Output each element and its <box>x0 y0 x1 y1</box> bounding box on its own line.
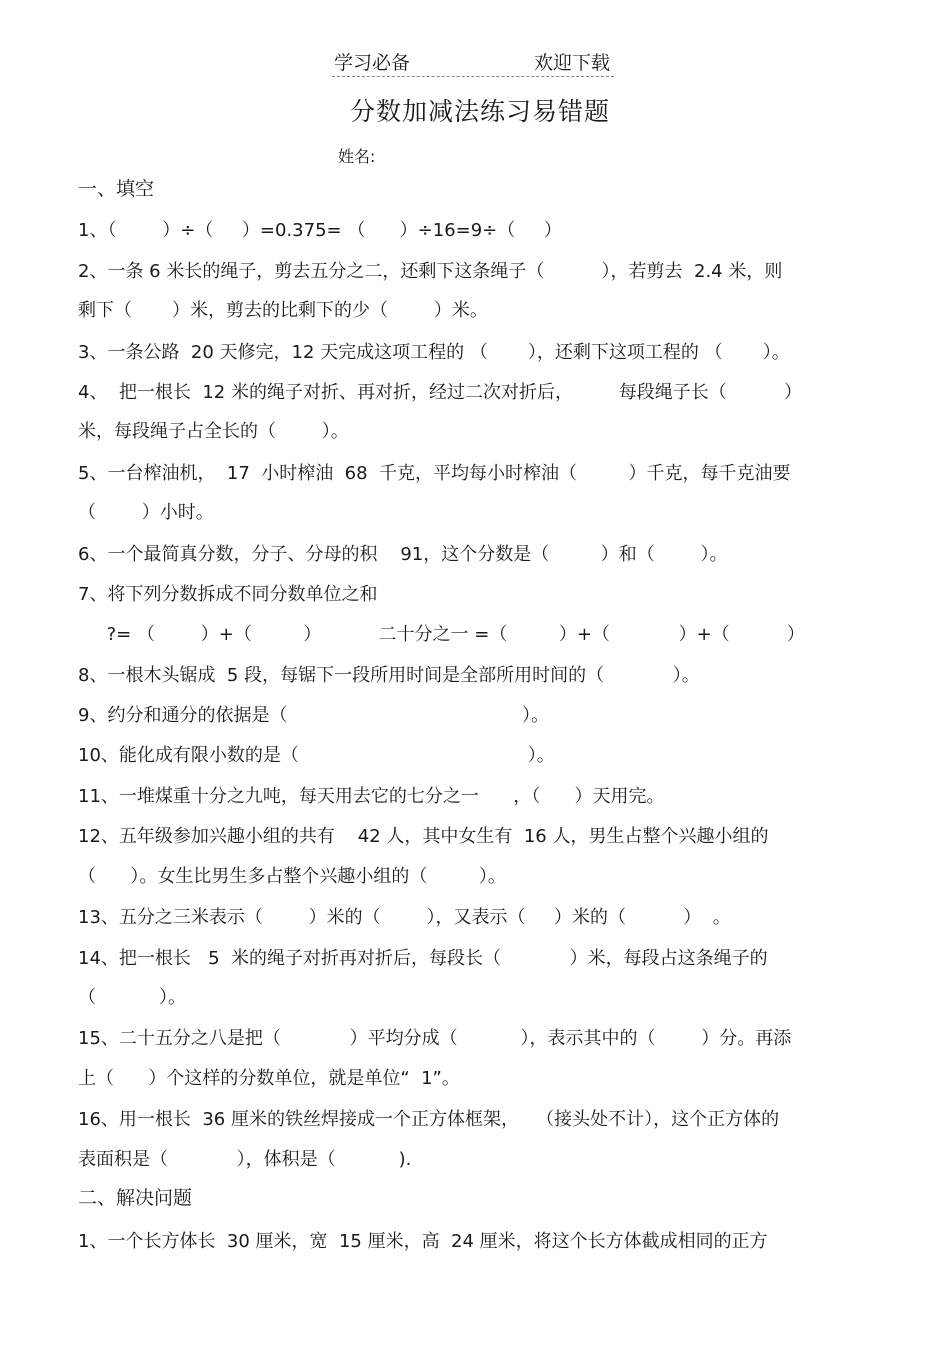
problem-1: 1、一个长方体长 30 厘米，宽 15 厘米，高 24 厘米，将这个长方体截成相同的正方 <box>78 1231 768 1252</box>
question-15-line-1: 15、二十五分之八是把（ ）平均分成（ ），表示其中的（ ）分。再添 <box>78 1028 792 1049</box>
question-3: 3、一条公路 20 天修完，12 天完成这项工程的 （ ），还剩下这项工程的 （ ）。 <box>78 342 790 363</box>
question-6: 6、一个最简真分数，分子、分母的积 91，这个分数是（ ）和（ ）。 <box>78 544 728 565</box>
question-5-line-1: 5、一台榨油机， 17 小时榨油 68 千克，平均每小时榨油（ ）千克，每千克油要 <box>78 463 791 484</box>
section-heading-problem-solving: 二、解决问题 <box>78 1187 193 1209</box>
question-12-line-2: （ ）。女生比男生多占整个兴趣小组的（ ）。 <box>78 866 506 887</box>
question-2-line-2: 剩下（ ）米，剪去的比剩下的少（ ）米。 <box>78 300 488 321</box>
question-11: 11、一堆煤重十分之九吨，每天用去它的七分之一 ，（ ）天用完。 <box>78 786 665 807</box>
page-header <box>332 46 614 77</box>
question-7: 7、将下列分数拆成不同分数单位之和 <box>78 584 378 605</box>
header-right-text: 欢迎下载 <box>533 52 610 74</box>
question-7-blanks: ?= （ ）+（ ） 二十分之一 =（ ）+（ ）+（ ） <box>78 624 805 645</box>
question-14-line-1: 14、把一根长 5 米的绳子对折再对折后，每段长（ ）米，每段占这条绳子的 <box>78 948 768 969</box>
question-2-line-1: 2、一条 6 米长的绳子，剪去五分之二，还剩下这条绳子（ ），若剪去 2.4 米，则 <box>78 261 783 282</box>
question-9: 9、约分和通分的依据是（ ）。 <box>78 705 550 726</box>
question-5-line-2: （ ）小时。 <box>78 502 214 523</box>
header-left-text: 学习必备 <box>334 52 411 74</box>
question-14-line-2: （ ）。 <box>78 987 186 1008</box>
question-16-line-1: 16、用一根长 36 厘米的铁丝焊接成一个正方体框架， （接头处不计），这个正方体的 <box>78 1109 780 1130</box>
question-10: 10、能化成有限小数的是（ ）。 <box>78 745 555 766</box>
question-8: 8、一根木头锯成 5 段，每锯下一段所用时间是全部所用时间的（ ）。 <box>78 665 700 686</box>
question-1: 1、（ ）÷（ ）=0.375= （ ）÷16=9÷（ ） <box>78 220 562 241</box>
page-title: 分数加减法练习易错题 <box>349 97 610 126</box>
section-heading-fill-in: 一、填空 <box>78 178 155 200</box>
question-4-line-2: 米，每段绳子占全长的（ ）。 <box>78 421 349 442</box>
question-4-line-1: 4、 把一根长 12 米的绳子对折、再对折，经过二次对折后， 每段绳子长（ ） <box>78 382 802 403</box>
question-13: 13、五分之三米表示（ ）米的（ ），又表示（ ）米的（ ） 。 <box>78 907 731 928</box>
question-15-line-2: 上（ ）个这样的分数单位，就是单位“ 1”。 <box>78 1068 460 1089</box>
name-label: 姓名: <box>338 147 376 166</box>
question-16-line-2: 表面积是（ ），体积是（ ). <box>78 1149 412 1170</box>
question-12-line-1: 12、五年级参加兴趣小组的共有 42 人，其中女生有 16 人，男生占整个兴趣小组的 <box>78 826 769 847</box>
